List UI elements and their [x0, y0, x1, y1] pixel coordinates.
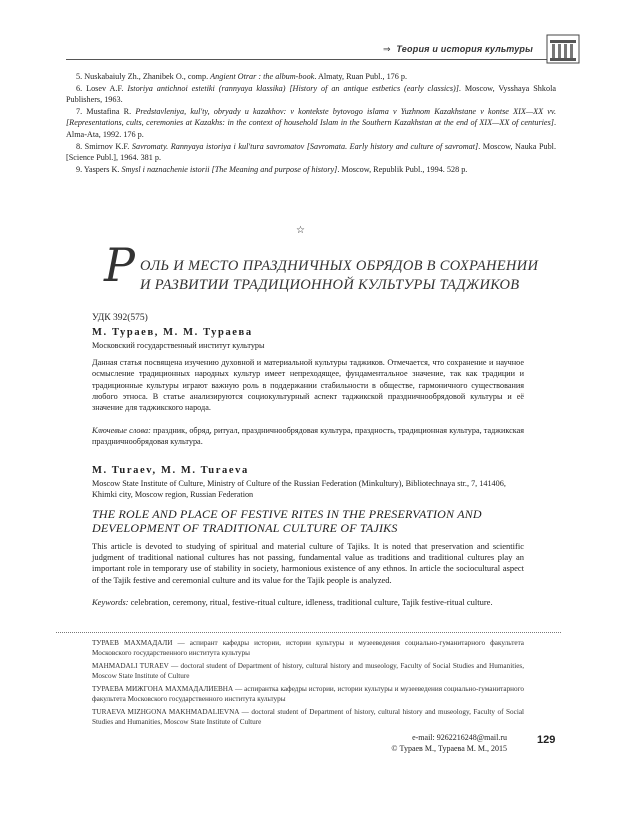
- keywords-en-label: Keywords:: [92, 597, 129, 607]
- abstract-en: This article is devoted to studying of spiritual and material culture of Tajiks. It is noted that preservation and scientific judgment of traditional national cultures has not passing, fundamental value as traditions and traditional cultures play an important role in temporary use of stability in society, harmonious existence of any ethnos. In article the sociocultural aspect of the Tajik festive and ceremonial culture and its value for the Tajik people is analyzed.: [92, 541, 524, 585]
- keywords-ru-label: Ключевые слова:: [92, 426, 151, 435]
- copyright: © Тураев М., Тураева М. М., 2015: [391, 744, 507, 753]
- reference-item: 7. Mustafina R. Predstavleniya, kul'ty, obryady u kazakhov: v kontekste bytovogo islama v Yuzhnom Kazakhstane v kontse XIX—XX vv. [Representations, cults, ceremonies at Kazakhs: in the context of household Islam in the Southern Kazakhstan at the end of XIX—XX of centuries]. Alma-Ata, 1992. 176 p.: [66, 106, 556, 139]
- footnote-divider: [56, 632, 561, 633]
- authors-en: M. Turaev, M. M. Turaeva: [92, 465, 249, 476]
- bio-item: ТУРАЕВ МАХМАДАЛИ — аспирант кафедры истории, истории культуры и музееведения социально-гуманитарного факультета Московского государственного института культуры: [92, 639, 524, 657]
- title-line-2: И РАЗВИТИИ ТРАДИЦИОННОЙ КУЛЬТУРЫ ТАДЖИКОВ: [140, 277, 520, 293]
- keywords-ru: [92, 425, 524, 448]
- keywords-ru-text: праздник, обряд, ритуал, праздничнообрядовая культура, праздность, традиционная культура, таджикская праздничнообрядовая культура.: [92, 426, 524, 447]
- section-separator-star: ☆: [296, 225, 305, 236]
- title-line-1: ОЛЬ И МЕСТО ПРАЗДНИЧНЫХ ОБРЯДОВ В СОХРАНЕНИИ: [140, 258, 539, 274]
- keywords-en-text: celebration, ceremony, ritual, festive-ritual culture, idleness, traditional culture, Tajik festive-ritual culture.: [128, 597, 493, 607]
- institution-ru: Московский государственный институт культуры: [92, 341, 265, 350]
- journal-logo-icon: [546, 34, 580, 64]
- reference-item: 8. Smirnov K.F. Savromaty. Rannyaya istoriya i kul'tura savromatov [Savromata. Early history and culture of savromat]. Moscow, Nauka Publ. [Science Publ.], 1964. 381 p.: [66, 141, 557, 163]
- institution-en: Moscow State Institute of Culture, Ministry of Culture of the Russian Federation (Minkultury), Bibliotechnaya str., 7, 141406, Khimki city, Moscow region, Russian Federation: [92, 479, 506, 499]
- keywords-en: [92, 597, 524, 608]
- title-en: THE ROLE AND PLACE OF FESTIVE RITES IN THE PRESERVATION AND DEVELOPMENT OF TRADITIONAL CULTURE OF TAJIKS: [92, 507, 482, 535]
- arrow-icon: ⇒: [382, 44, 391, 54]
- bio-item: ТУРАЕВА МИЖГОНА МАХМАДАЛИЕВНА — аспирантка кафедры истории, истории культуры и музееведения социально-гуманитарного факультета Московского государственного института культуры: [92, 685, 524, 703]
- udk-code: УДК 392(575): [92, 313, 148, 323]
- bio-item: MAHMADALI TURAEV — doctoral student of Department of history, cultural history and museology, Faculty of Social Studies and Humanities, Moscow State Institute of Culture: [92, 662, 524, 680]
- reference-list: [66, 71, 556, 175]
- author-bios: [92, 638, 524, 730]
- header-rule: [66, 59, 557, 60]
- page-number: 129: [537, 734, 556, 746]
- abstract-ru: Данная статья посвящена изучению духовной и материальной культуры таджиков. Отмечается, что сохранение и научное осмысление традиционных народных культур имеет непреходящее, фундаментальное значение, так как традиции и традиционные культуры играют важную роль в поддержании стабильности в обществе, гармоничного существования любого этноса. В статье анализируются социокультурный аспект таджикской праздничнообрядовой культуры и её значение для таджикского народа.: [92, 358, 524, 413]
- author-email: e-mail: 9262216248@mail.ru: [412, 733, 507, 742]
- reference-item: 5. Nuskabaiuly Zh., Zhanibek O., comp. Angient Otrar : the album-book. Almaty, Ruan Publ., 176 p.: [76, 72, 408, 81]
- reference-item: 6. Losev A.F. Istoriya antichnoi estetiki (rannyaya klassika) [History of an antique estbetics (early classics)]. Moscow, Vysshaya Shkola Publishers, 1963.: [66, 83, 556, 105]
- bio-item: TURAEVA MIZHGONA MAKHMADALIEVNA — doctoral student of Department of history, cultural history and museology, Faculty of Social Studies and Humanities, Moscow State Institute of Culture: [92, 708, 524, 726]
- title-drop-cap: Р: [104, 238, 135, 292]
- reference-item: 9. Yaspers K. Smysl i naznachenie istorii [The Meaning and purpose of history]. Moscow, Republik Publ., 1994. 528 p.: [76, 164, 468, 174]
- running-header-title: Теория и история культуры: [396, 44, 533, 54]
- authors-ru: М. Тураев, М. М. Тураева: [92, 327, 253, 338]
- running-header: [383, 44, 533, 55]
